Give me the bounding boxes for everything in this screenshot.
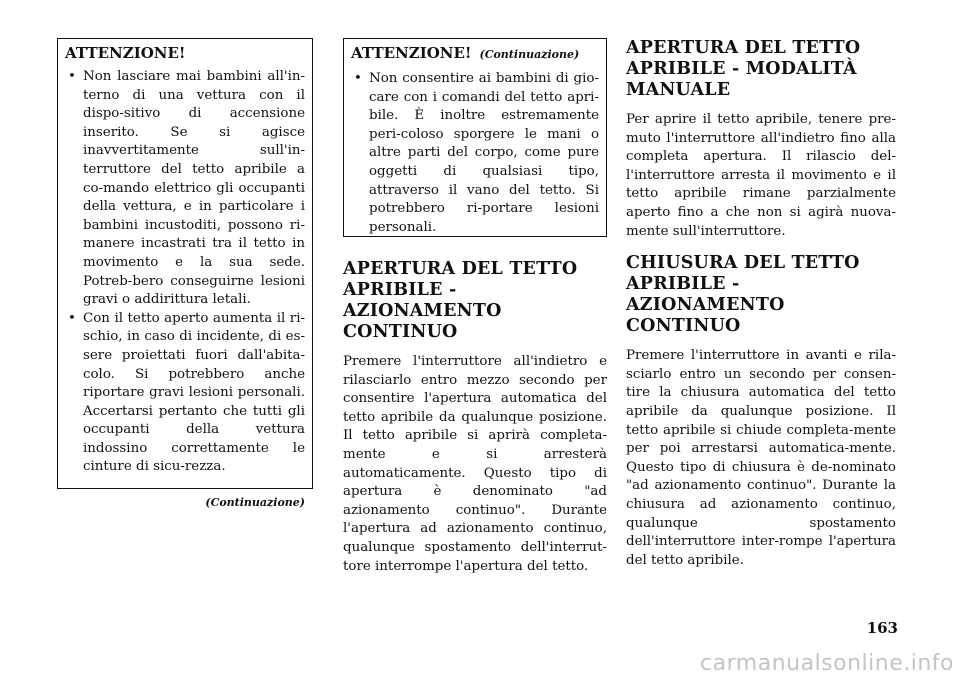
warning-title-row — [351, 44, 599, 64]
warning-bullet-list — [351, 70, 599, 237]
continuation-note: (Continuazione) — [205, 496, 305, 509]
warning-box-continued — [343, 38, 607, 237]
section-heading: APERTURA DEL TETTO APRIBILE - MODALITÀ MANUALE — [626, 38, 861, 100]
left-column — [57, 38, 313, 509]
warning-bullet: • Con il tetto aperto aumenta il ri-schio, in caso di incidente, di es-sere proiettati fuori dall'abita-colo. Si potrebbero anche riportare gravi lesioni personali. Accertarsi pertanto che tutti gli occupanti della vettura indossino correttamente le cinture di sicu-rezza. — [65, 310, 305, 477]
page-number: 163 — [866, 619, 898, 637]
warning-box — [57, 38, 313, 489]
middle-column — [343, 38, 607, 576]
warning-title: ATTENZIONE! — [351, 44, 472, 62]
section-paragraph: Per aprire il tetto apribile, tenere pre-muto l'interruttore all'indietro fino alla completa apertura. Il rilascio del-l'interruttore arresta il movimento e il tetto apribile rimane parzialmente aperto fino a che non si agirà nuova-mente sull'interruttore. — [626, 112, 896, 239]
continuation-tag: (Continuazione) — [479, 48, 580, 61]
section-paragraph: Premere l'interruttore in avanti e rila-sciarlo entro un secondo per consen-tire la chiusura automatica del tetto apribile da qualunque posizione. Il tetto apribile si chiude completa-mente per poi arrestarsi automatica-mente. Questo tipo di chiusura è de-nominato "ad azionamento continuo". Durante la chiusura ad azionamento continuo, qualunque spostamento dell'interruttore inter-rompe l'apertura del tetto apribile. — [626, 348, 896, 568]
section-heading: APERTURA DEL TETTO APRIBILE - AZIONAMENTO CONTINUO — [343, 259, 578, 342]
right-column — [626, 38, 896, 570]
warning-title: ATTENZIONE! — [65, 44, 186, 62]
warning-bullet: • Non lasciare mai bambini all'in-terno di una vettura con il dispo-sitivo di accensione inserito. Se si agisce inavvertitamente sull'in-terruttore del tetto apribile a co-mando elettrico gli occupanti della vettura, e in particolare i bambini incustoditi, possono ri-manere incastrati tra il tetto in movimento e la sua sede. Potreb-bero conseguirne lesioni gravi o addirittura letali. — [65, 68, 305, 310]
warning-bullet-list — [65, 68, 305, 477]
warning-bullet: • Non consentire ai bambini di gio-care con i comandi del tetto apri-bile. È inoltre estremamente peri-coloso sporgere le mani o altre parti del corpo, come pure oggetti di qualsiasi tipo, attraverso il vano del tetto. Si potrebbero ri-portare lesioni personali. — [351, 70, 599, 237]
section-paragraph: Premere l'interruttore all'indietro e rilasciarlo entro mezzo secondo per consentire l'apertura automatica del tetto apribile da qualunque posizione. Il tetto apribile si aprirà completa-mente e si arresterà automaticamente. Questo tipo di apertura è denominato "ad azionamento continuo". Durante l'apertura ad azionamento continuo, qualunque spostamento dell'interrut-tore interrompe l'apertura del tetto. — [343, 354, 607, 574]
watermark: carmanualsonline.info — [700, 651, 954, 676]
section-heading: CHIUSURA DEL TETTO APRIBILE - AZIONAMENTO CONTINUO — [626, 253, 860, 337]
